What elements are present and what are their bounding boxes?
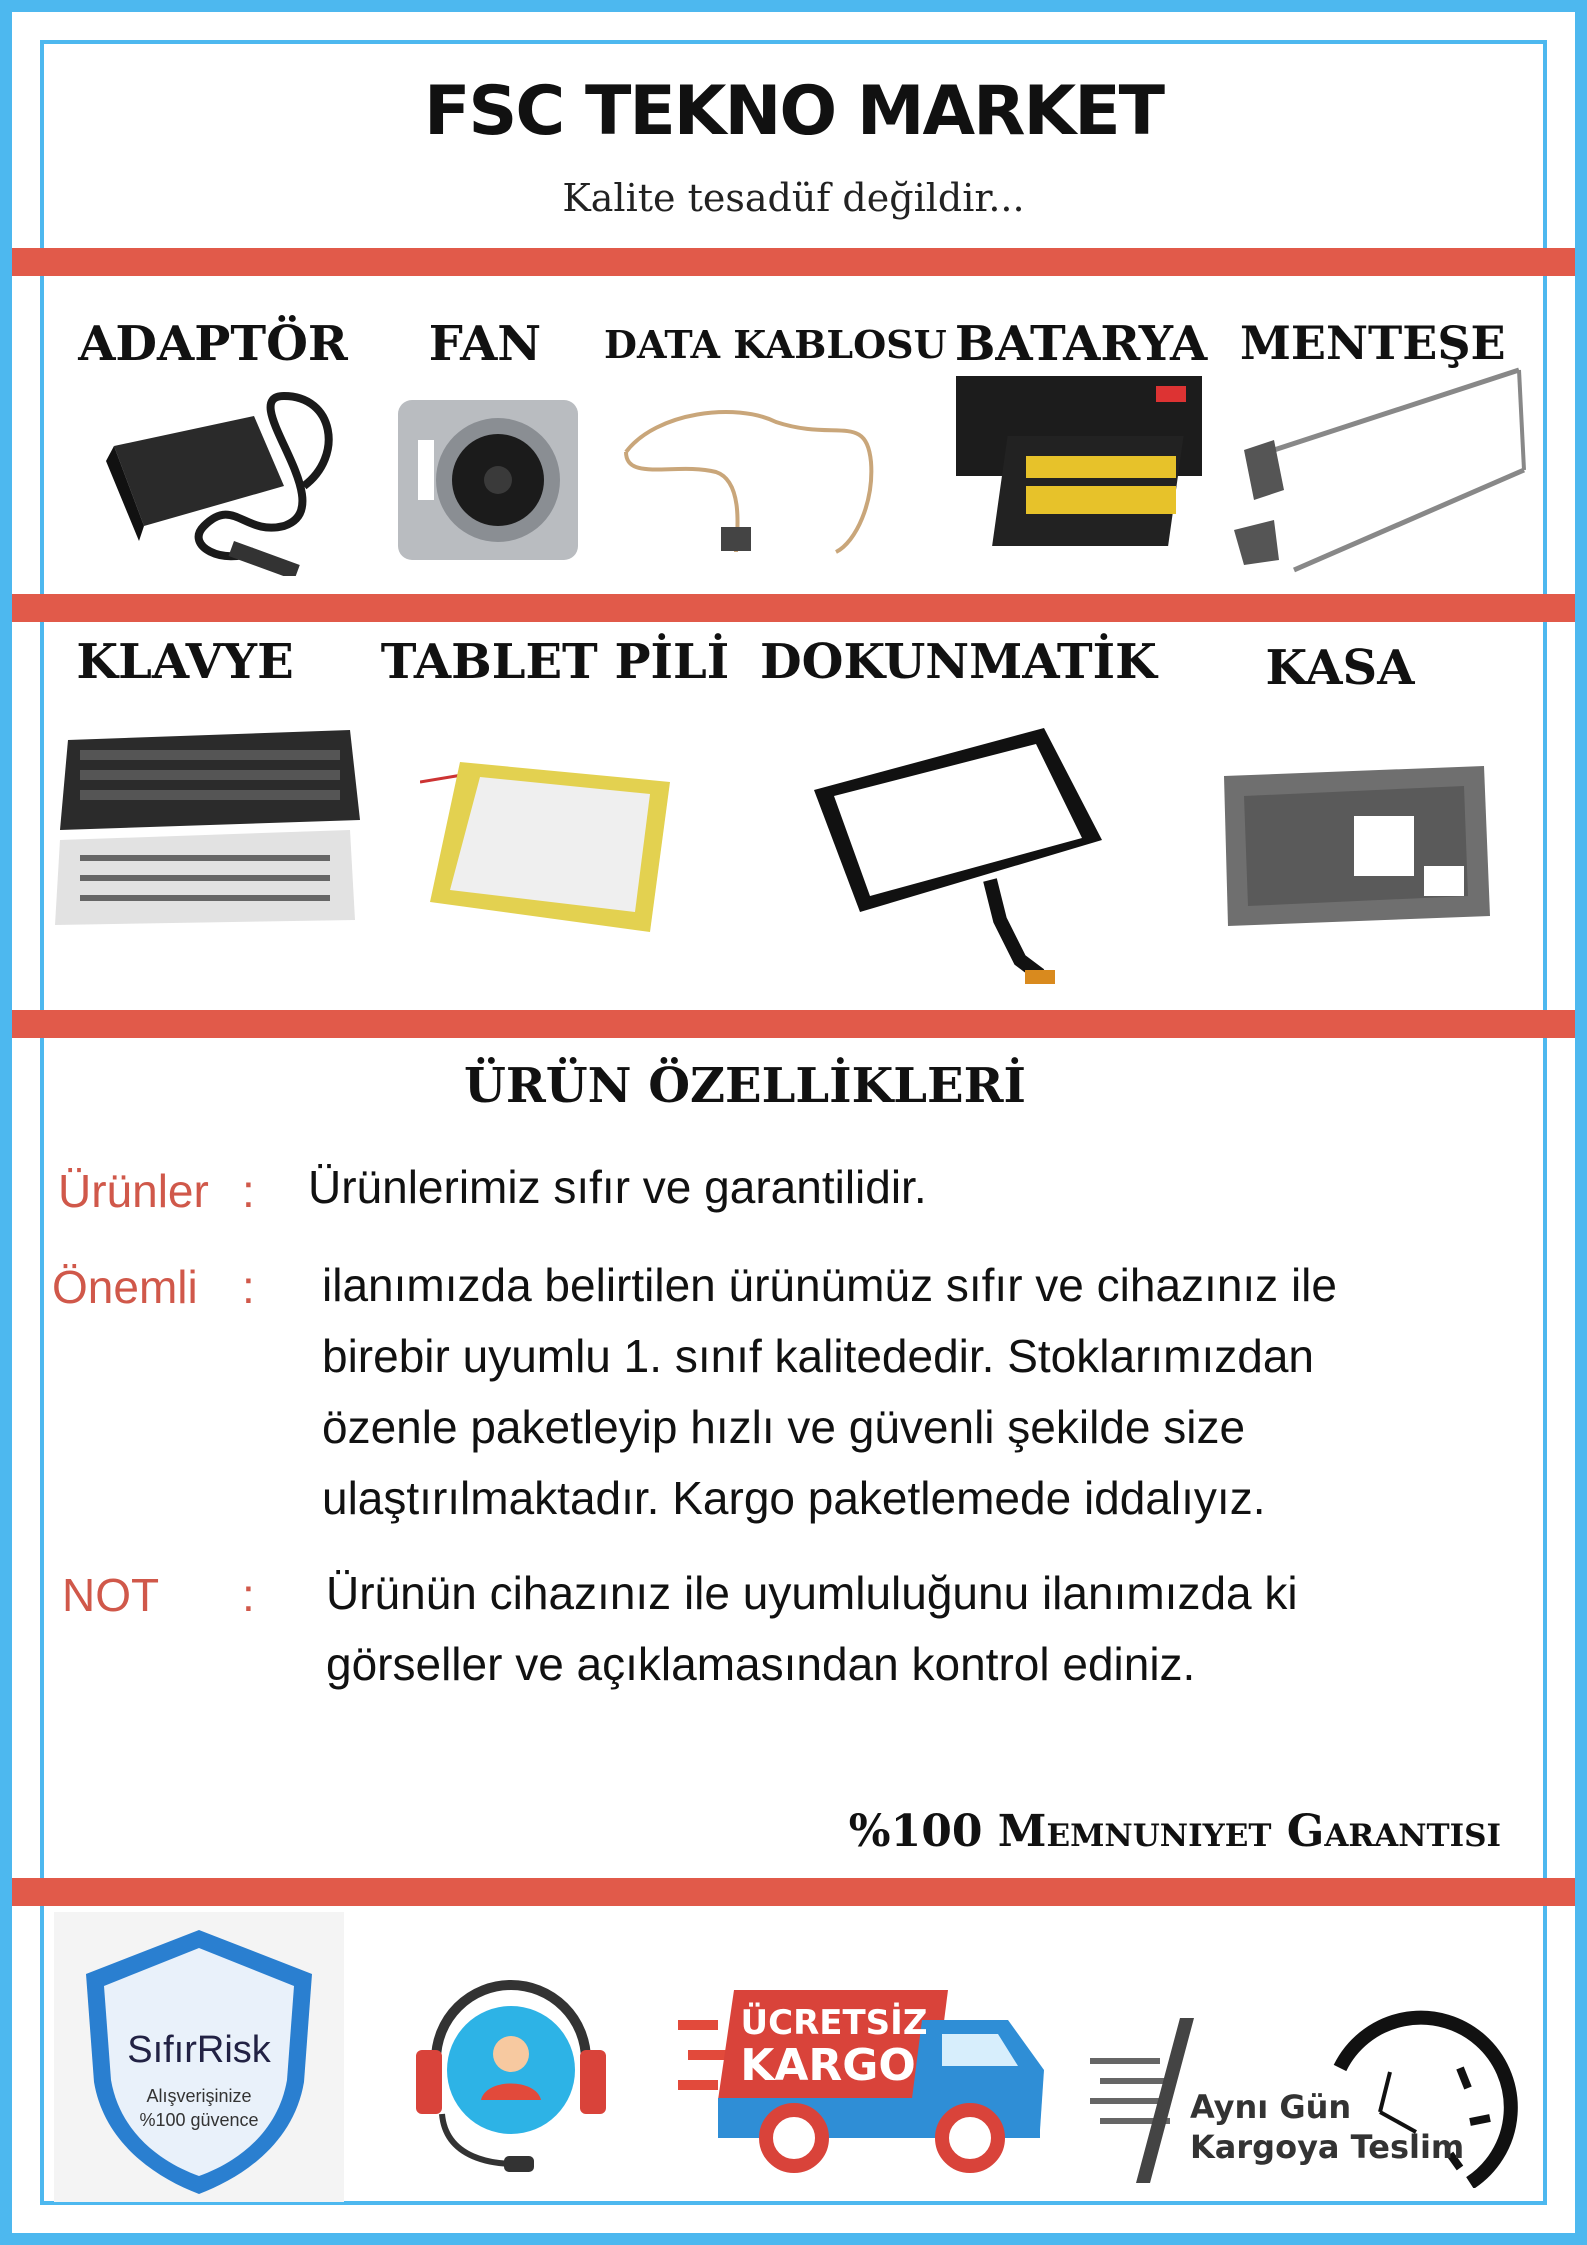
specs-title: ÜRÜN ÖZELLİKLERİ <box>464 1058 1026 1114</box>
category-label-data-cable: DATA KABLOSU <box>604 322 947 367</box>
divider-band-1 <box>12 248 1575 276</box>
spec-value-urunler <box>308 1152 927 1223</box>
category-label-hinge: MENTEŞE <box>1240 316 1506 370</box>
spec-line: Ürünlerimiz sıfır ve garantilidir. <box>308 1161 927 1213</box>
keyboard-icon <box>50 730 364 930</box>
same-day-line1: Aynı Gün <box>1190 2088 1352 2126</box>
same-day-line2: Kargoya Teslim <box>1190 2128 1465 2166</box>
sifir-risk-line1: Alışverişinize <box>146 2086 252 2106</box>
spec-line: özenle paketleyip hızlı ve güvenli şekilde size <box>322 1401 1246 1453</box>
sifir-risk-title: SıfırRisk <box>127 2029 271 2071</box>
cable-icon <box>616 392 880 562</box>
spec-key-urunler: Ürünler <box>58 1165 209 1217</box>
sifir-risk-line2: %100 güvence <box>139 2110 259 2130</box>
divider-band-4 <box>12 1878 1575 1906</box>
spec-colon: : <box>242 1261 255 1313</box>
category-label-keyboard: KLAVYE <box>76 634 294 690</box>
kargo-line1: ÜCRETSİZ <box>740 2003 928 2043</box>
case-icon <box>1214 756 1500 936</box>
spec-key-onemli: Önemli <box>52 1261 198 1313</box>
tablet-battery-icon <box>420 742 680 942</box>
adapter-icon <box>84 376 354 576</box>
hinge-icon <box>1214 360 1534 580</box>
headset-support-icon <box>406 1950 616 2180</box>
sifir-risk-shield-icon <box>54 1912 344 2202</box>
category-label-battery: BATARYA <box>954 316 1208 372</box>
spec-colon: : <box>242 1569 255 1621</box>
category-label-tablet-battery: TABLET PİLİ <box>380 634 730 690</box>
store-tagline: Kalite tesadüf değildir... <box>562 176 1025 220</box>
battery-icon <box>956 376 1202 572</box>
spec-line: görseller ve açıklamasından kontrol ediniz. <box>326 1638 1196 1690</box>
spec-line: ulaştırılmaktadır. Kargo paketlemede iddalıyız. <box>322 1472 1266 1524</box>
same-day-clock-icon <box>1090 2008 1540 2188</box>
category-label-fan: FAN <box>428 316 542 372</box>
guarantee-text: %100 Memnuniyet Garantisi <box>848 1806 1501 1857</box>
spec-key-not: NOT <box>62 1569 160 1621</box>
spec-value-not <box>326 1558 1298 1700</box>
spec-colon: : <box>242 1165 255 1217</box>
fan-icon <box>388 380 588 570</box>
store-title: FSC TEKNO MARKET <box>423 72 1164 151</box>
divider-band-2 <box>12 594 1575 622</box>
category-label-touchscreen: DOKUNMATİK <box>760 634 1157 690</box>
category-label-case: KASA <box>1265 640 1415 696</box>
kargo-line2: KARGO <box>740 2040 916 2091</box>
touchscreen-icon <box>800 720 1110 990</box>
spec-line: birebir uyumlu 1. sınıf kalitededir. Stoklarımızdan <box>322 1330 1315 1382</box>
spec-line: ilanımızda belirtilen ürünümüz sıfır ve cihazınız ile <box>322 1259 1337 1311</box>
divider-band-3 <box>12 1010 1575 1038</box>
category-label-adaptor: ADAPTÖR <box>78 316 348 372</box>
free-shipping-truck-icon <box>678 1990 1048 2180</box>
spec-line: Ürünün cihazınız ile uyumluluğunu ilanımızda ki <box>326 1567 1298 1619</box>
spec-value-onemli <box>322 1250 1337 1534</box>
